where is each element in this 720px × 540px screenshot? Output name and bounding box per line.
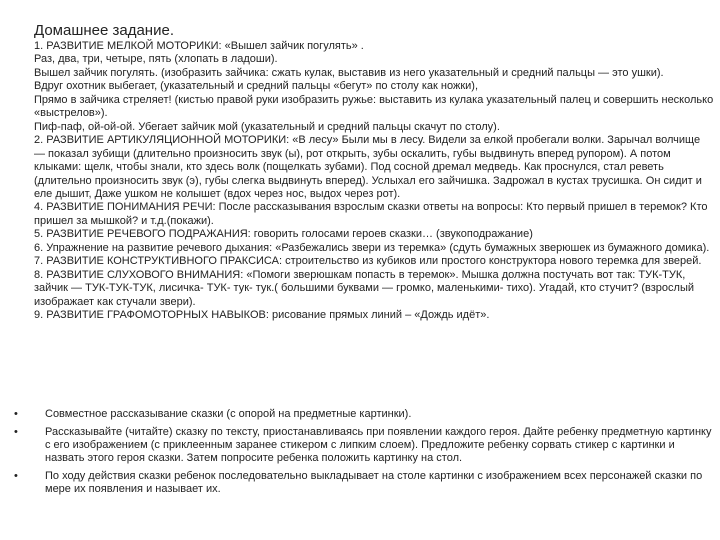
homework-paragraph: 9. РАЗВИТИЕ ГРАФОМОТОРНЫХ НАВЫКОВ: рисование прямых линий – «Дождь идёт». xyxy=(34,309,490,322)
bullet-item xyxy=(14,426,714,465)
bullet-text: По ходу действия сказки ребенок последовательно выкладывает на столе картинки с изображением всех персонажей сказки по мере их появления и называет их. xyxy=(45,470,703,496)
bullet-marker: • xyxy=(14,408,18,420)
bullet-list xyxy=(14,408,714,502)
bullet-item xyxy=(14,408,714,421)
homework-paragraph: Вышел зайчик погулять. (изобразить зайчика: сжать кулак, выставив из него указательный и средний пальцы — это ушки). xyxy=(34,66,664,79)
homework-paragraph: 1. РАЗВИТИЕ МЕЛКОЙ МОТОРИКИ: «Вышел зайчик погулять» . xyxy=(34,40,364,52)
homework-paragraph: Раз, два, три, четыре, пять (хлопать в ладоши). xyxy=(34,53,278,66)
bullet-item xyxy=(14,470,714,496)
homework-paragraph: 6. Упражнение на развитие речевого дыхания: «Разбежались звери из теремка» (сдуть бумажных зверюшек из бумажного домика). xyxy=(34,241,710,254)
bullet-marker: • xyxy=(14,426,18,439)
homework-title: Домашнее задание. xyxy=(34,22,174,39)
homework-paragraph: 4. РАЗВИТИЕ ПОНИМАНИЯ РЕЧИ: После рассказывания взрослым сказки ответы на вопросы: Кто первый пришел в теремок? Кто пришел за мышкой? и т.д.(покажи). xyxy=(34,201,708,227)
homework-paragraph: 8. РАЗВИТИЕ СЛУХОВОГО ВНИМАНИЯ: «Помоги зверюшкам попасть в теремок». Мышка должна постучать вот так: ТУК-ТУК, зайчик — ТУК-ТУК-ТУК, лисичка- ТУК- тук- тук.( большими буквами — громко, маленькими- тихо). Угадай, кто стучит? (взрослый изображает как стучали звери). xyxy=(34,268,694,308)
homework-paragraph: Прямо в зайчика стреляет! (кистью правой руки изобразить ружье: выставить из кулака указательный палец и совершить несколько «выстрелов»). xyxy=(34,93,714,120)
homework-paragraph: 7. РАЗВИТИЕ КОНСТРУКТИВНОГО ПРАКСИСА: строительство из кубиков или простого конструктора нового теремка для зверей. xyxy=(34,255,702,268)
bullet-text: Рассказывайте (читайте) сказку по тексту, приостанавливаясь при появлении каждого героя. Дайте ребенку предметную картинку с его изображением (с приклеенным заранее стикером с липким слоем). Предложите ребенку сорвать стикер с картинки и назвать этого героя сказки. Затем попросите ребенка положить картинку на стол. xyxy=(45,426,712,465)
bullet-marker: • xyxy=(14,470,18,483)
homework-paragraph: Пиф-паф, ой-ой-ой. Убегает зайчик мой (указательный и средний пальцы скачут по столу). xyxy=(34,120,500,133)
bullet-text: Совместное рассказывание сказки (с опорой на предметные картинки). xyxy=(45,408,412,420)
homework-block xyxy=(34,22,714,323)
homework-paragraph: Вдруг охотник выбегает, (указательный и средний пальцы «бегут» по столу как ножки), xyxy=(34,80,479,93)
homework-paragraph: 2. РАЗВИТИЕ АРТИКУЛЯЦИОННОЙ МОТОРИКИ: «В лесу» Были мы в лесу. Видели за елкой пробегали волки. Зарычал волчище — показал зубищи (длительно произносить звук (ы), рот открыть, зубы оскалить, губы выдвинуть вперед рупором). А потом клыками: щелк, чтобы знали, кто здесь волк (пощелкать зубами). Под сосной дремал медведь. Как проснулся, стал реветь (длительно произносить звук (э), губы слегка выдвинуть вперед). Услыхал его зайчишка. Задрожал в кустах трусишка. Он сидит и еле дышит, Даже ушком не колышет (вдох через нос, выдох через рот). xyxy=(34,134,702,200)
homework-paragraph: 5. РАЗВИТИЕ РЕЧЕВОГО ПОДРАЖАНИЯ: говорить голосами героев сказки… (звукоподражание) xyxy=(34,228,533,241)
